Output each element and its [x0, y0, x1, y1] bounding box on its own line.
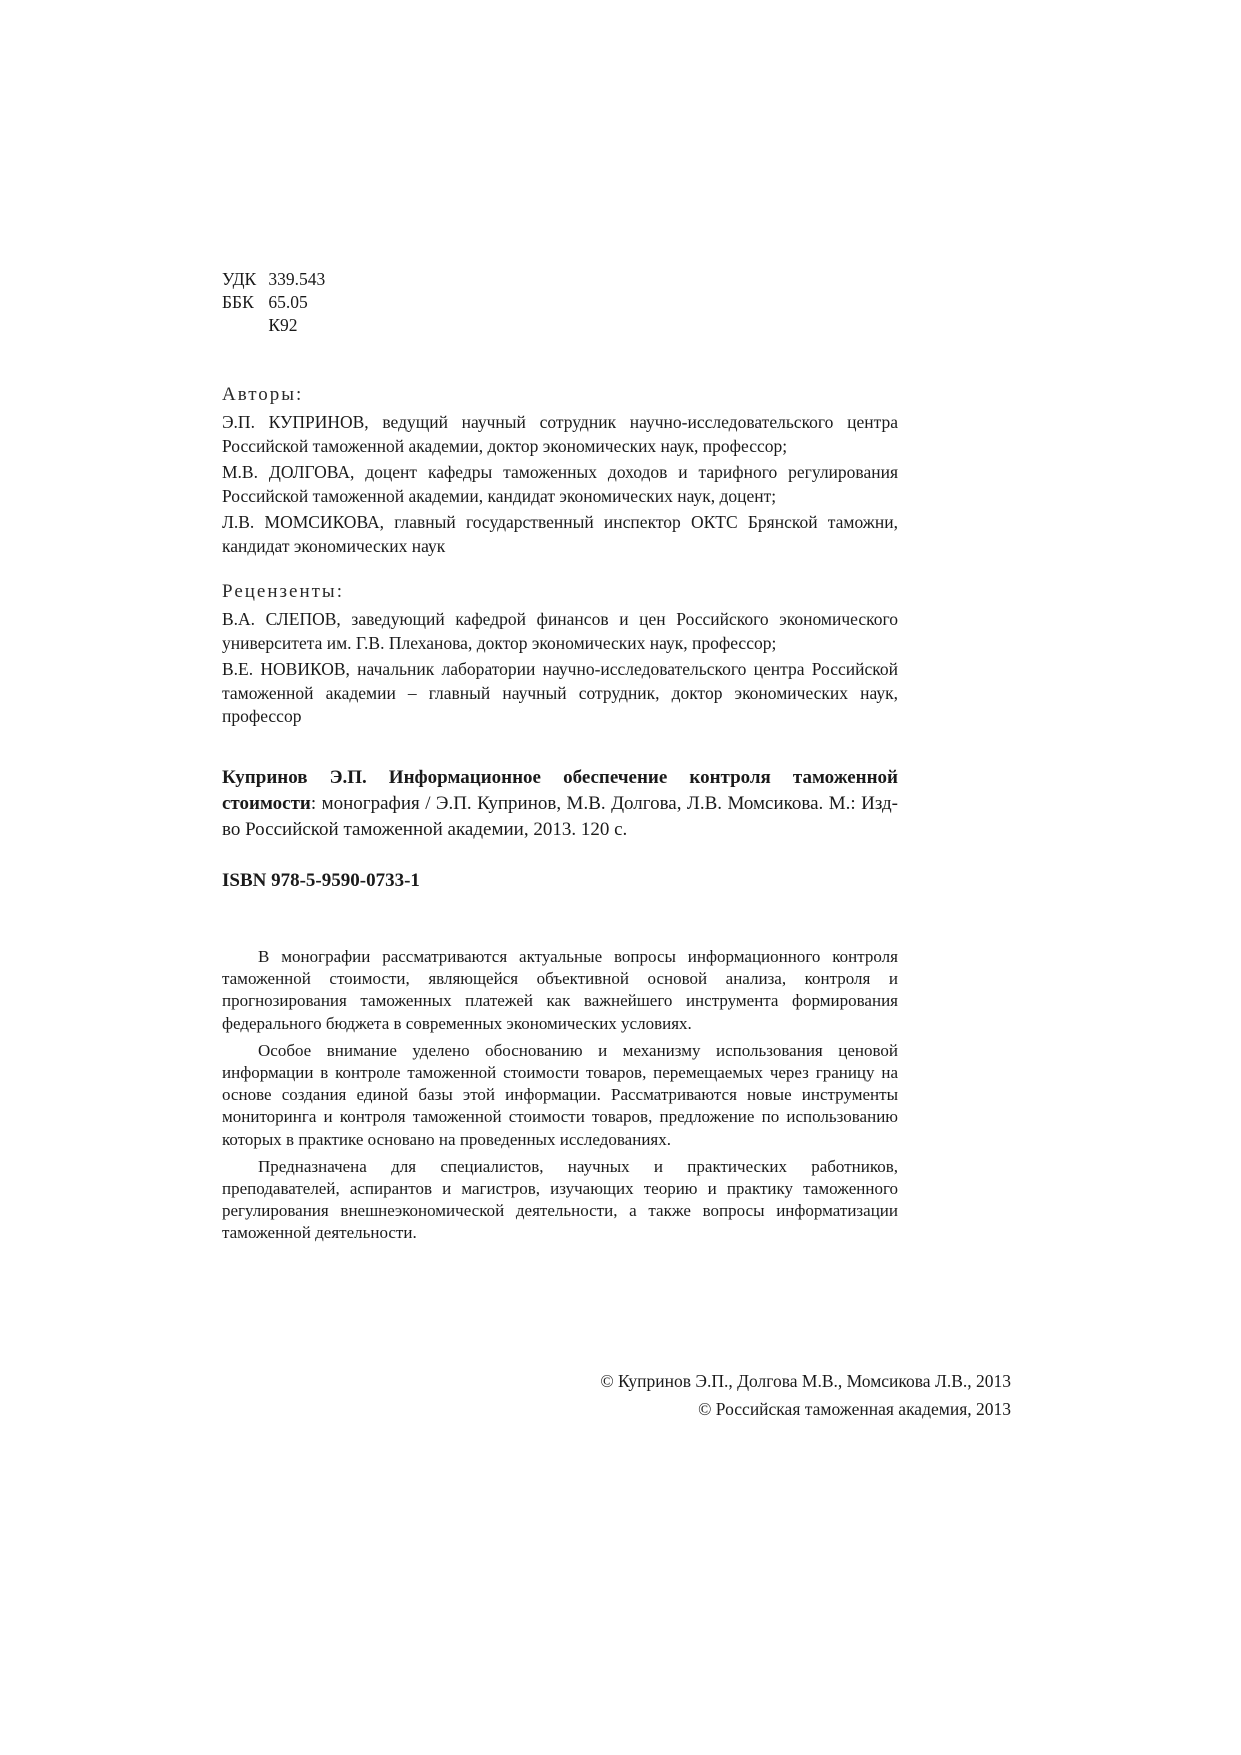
authors-heading: Авторы: — [222, 384, 304, 405]
abstract — [222, 946, 898, 1250]
reviewer-entry: В.Е. НОВИКОВ, начальник лаборатории научно-исследовательского центра Российской таможенной академии – главный научный сотрудник, доктор экономических наук, профессор — [222, 659, 898, 726]
udk-label: УДК — [222, 269, 257, 289]
udk-value: 339.543 — [268, 269, 326, 289]
author-mark-row — [222, 314, 898, 337]
reviewer-entry: В.А. СЛЕПОВ, заведующий кафедрой финансов и цен Российского экономического университета им. Г.В. Плеханова, доктор экономических наук, профессор; — [222, 609, 898, 653]
reviewers-heading: Рецензенты: — [222, 581, 344, 602]
citation-details: : монография / Э.П. Купринов, М.В. Долгова, Л.В. Момсикова. М.: Изд-во Российской таможенной академии, 2013. 120 с. — [222, 793, 898, 840]
abstract-paragraph: Предназначена для специалистов, научных и практических работников, преподавателей, аспирантов и магистров, изучающих теорию и практику таможенного регулирования внешнеэкономической деятельности, а также вопросы информатизации таможенной деятельности. — [222, 1156, 898, 1243]
udk-row — [222, 268, 898, 291]
citation-title: Купринов Э.П. Информационное обеспечение контроля таможенной стоимости — [222, 767, 898, 814]
copyright-publisher: © Российская таможенная академия, 2013 — [698, 1399, 1011, 1419]
author-entry: М.В. ДОЛГОВА, доцент кафедры таможенных доходов и тарифного регулирования Российской таможенной академии, кандидат экономических наук, доцент; — [222, 462, 898, 506]
copyright-authors: © Купринов Э.П., Долгова М.В., Момсикова Л.В., 2013 — [600, 1371, 1011, 1391]
bbk-label: ББК — [222, 292, 254, 312]
author-mark: К92 — [268, 315, 298, 335]
author-entry: Л.В. МОМСИКОВА, главный государственный инспектор ОКТС Брянской таможни, кандидат экономических наук — [222, 512, 898, 556]
reviewers-section — [222, 580, 898, 729]
abstract-paragraph: В монографии рассматриваются актуальные вопросы информационного контроля таможенной стоимости, являющейся объективной основой анализа, контроля и прогнозирования таможенных платежей как важнейшего инструмента формирования федерального бюджета в современных экономических условиях. — [222, 947, 898, 1033]
copyright-block — [600, 1367, 1011, 1423]
authors-section — [222, 383, 898, 558]
author-entry: Э.П. КУПРИНОВ, ведущий научный сотрудник научно-исследовательского центра Российской таможенной академии, доктор экономических наук, профессор; — [222, 412, 898, 456]
abstract-paragraph: Особое внимание уделено обоснованию и механизму использования ценовой информации в контроле таможенной стоимости товаров, перемещаемых через границу на основе создания единой базы этой информации. Рассматриваются новые инструменты мониторинга и контроля таможенной стоимости товаров, предложение по использованию которых в практике основано на проведенных исследованиях. — [222, 1040, 898, 1149]
bibliographic-citation — [222, 765, 898, 843]
bbk-value: 65.05 — [268, 292, 308, 312]
isbn: ISBN 978-5-9590-0733-1 — [222, 870, 420, 891]
bbk-row — [222, 291, 898, 314]
classification-codes — [222, 268, 898, 337]
